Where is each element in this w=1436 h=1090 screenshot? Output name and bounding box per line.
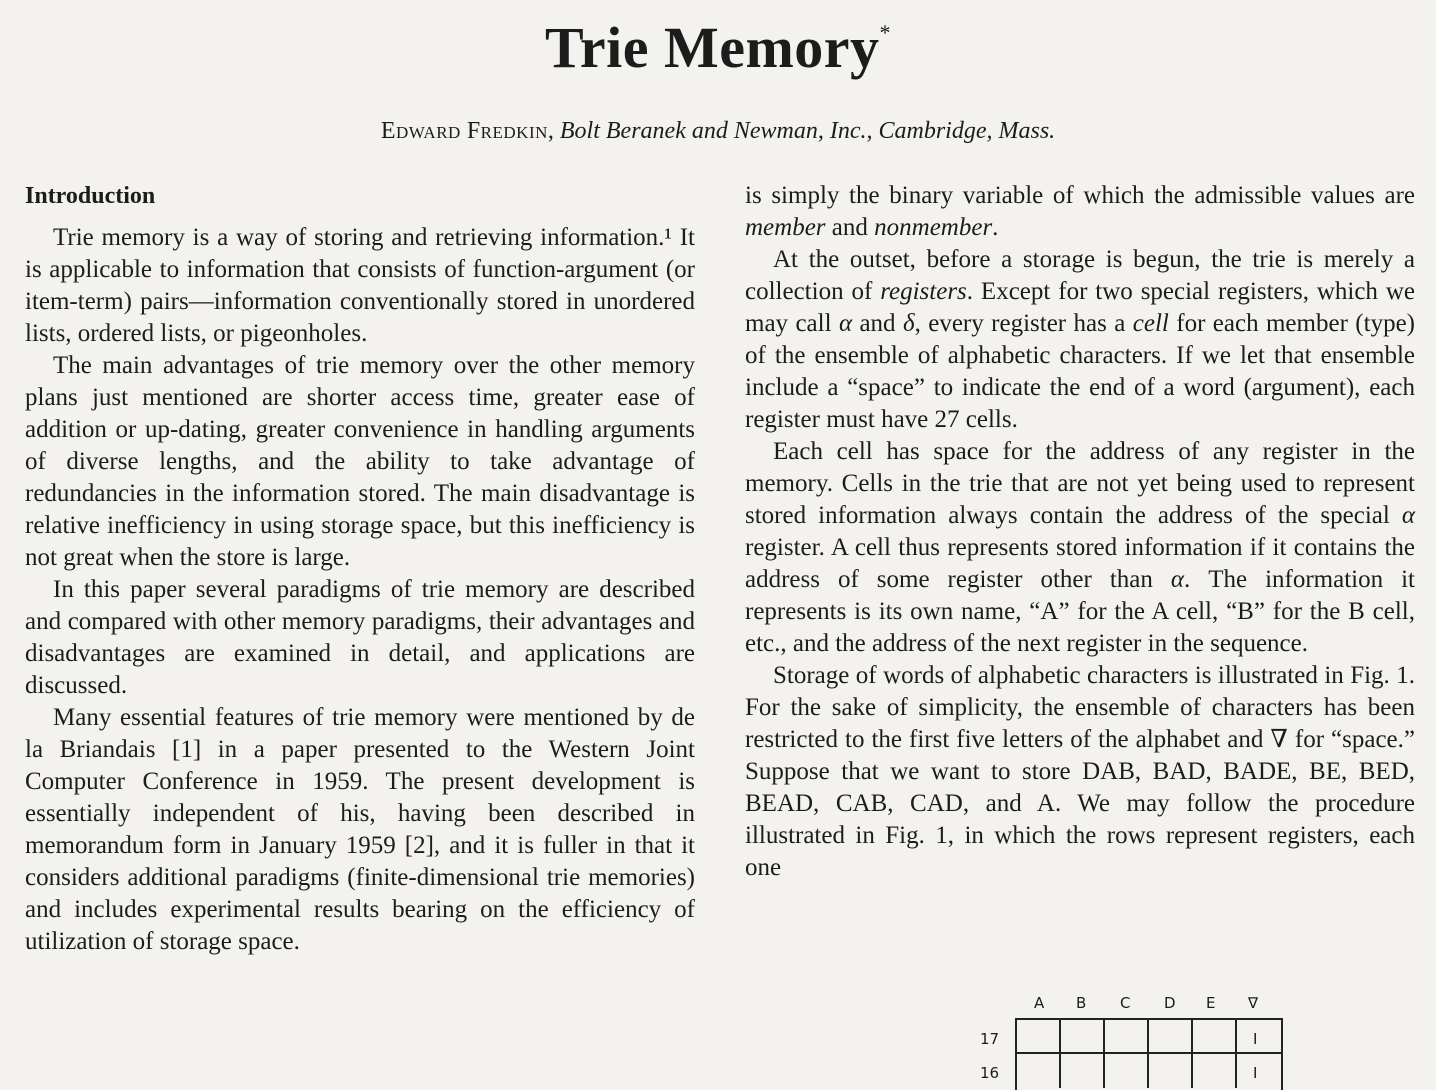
figure-1-partial	[970, 990, 1290, 1084]
column-label: E	[1206, 994, 1216, 1012]
column-label: B	[1076, 994, 1087, 1012]
row-label: 16	[980, 1064, 1000, 1082]
text-run: . Except for two special registers, which we may call	[745, 278, 1415, 337]
text-italic: member	[745, 214, 826, 241]
text-run: and	[852, 310, 903, 337]
register-grid	[1015, 1018, 1283, 1090]
author-first-name: Edward	[380, 118, 461, 144]
section-heading: Introduction	[25, 183, 156, 209]
cell-entry: I	[1253, 1030, 1258, 1048]
column-label: ∇	[1248, 994, 1259, 1012]
column-label: D	[1164, 994, 1176, 1012]
text-run: for each member (type) of the ensemble of alphabetic characters. If we let that ensemble include a “space” to indicate the end of a word (argument), each register must have 27 cells.	[745, 310, 1415, 433]
text-italic: registers	[880, 278, 967, 305]
paragraph-1: Trie memory is a way of storing and retrieving information.¹ It is applicable to information that consists of function-argument (or item-term) pairs—information conventionally stored in unordered lists, ordered lists, or pigeonholes.	[25, 224, 695, 347]
alpha-symbol: α	[1401, 502, 1415, 529]
grid-line	[1015, 1052, 1281, 1054]
text-run: . The information it represents is its own name, “A” for the A cell, “B” for the B cell, etc., and the address of the next register in the sequence.	[745, 566, 1415, 657]
paragraph-2: The main advantages of trie memory over the other memory plans just mentioned are shorter access time, greater ease of addition or up-dating, greater convenience in handling arguments of diverse lengths, and the ability to take advantage of redundancies in the information stored. The main disadvantage is relative inefficiency in using storage space, but this inefficiency is not great when the store is large.	[25, 352, 695, 571]
text-run: Each cell has space for the address of any register in the memory. Cells in the trie that are not yet being used to represent stored information always contain the address of the special	[745, 438, 1415, 529]
text-run: .	[992, 214, 999, 241]
alpha-symbol: α	[838, 310, 853, 337]
column-label: C	[1120, 994, 1131, 1012]
text-run: At the outset, before a storage is begun, the trie is merely a collection of	[745, 246, 1415, 305]
right-column	[745, 180, 1415, 884]
paragraph-4: Many essential features of trie memory were mentioned by de la Briandais [1] in a paper presented to the Western Joint Computer Conference in 1959. The present development is essentially independent of his, having been described in memorandum form in January 1959 [2], and it is fuller in that it considers additional paradigms (finite-dimensional trie memories) and includes experimental results bearing on the efficiency of utilization of storage space.	[25, 704, 695, 955]
text-run: is simply the binary variable of which the admissible values are	[745, 182, 1415, 209]
text-italic: nonmember	[874, 214, 993, 241]
title-footnote-mark: *	[879, 20, 892, 45]
paragraph-5	[745, 180, 1415, 244]
author-last-name: Fredkin	[466, 118, 548, 144]
column-label: A	[1034, 994, 1045, 1012]
author-line: Edward Fredkin, Bolt Beranek and Newman, Inc., Cambridge, Mass.	[380, 118, 1056, 144]
paper-title	[0, 14, 1436, 81]
delta-symbol: δ	[902, 310, 915, 337]
title-text: Trie Memory	[544, 15, 880, 80]
text-italic: cell	[1132, 310, 1169, 337]
paragraph-8: Storage of words of alphabetic characters is illustrated in Fig. 1. For the sake of simplicity, the ensemble of characters has been restricted to the first five letters of the alphabet and ∇ for “space.” Suppose that we want to store DAB, BAD, BADE, BE, BED, BEAD, CAB, CAD, and A. We may follow the procedure illustrated in Fig. 1, in which the rows represent registers, each one	[745, 662, 1415, 881]
text-run: register. A cell thus represents stored information if it contains the address of some register other than	[745, 534, 1415, 593]
row-label: 17	[980, 1030, 1000, 1048]
left-column	[25, 180, 695, 958]
author-affiliation: Bolt Beranek and Newman, Inc., Cambridge, Mass.	[559, 118, 1056, 144]
text-run: , every register has a	[914, 310, 1133, 337]
alpha-symbol: α	[1170, 566, 1184, 593]
paragraph-3: In this paper several paradigms of trie memory are described and compared with other memory paradigms, their advantages and disadvantages are examined in detail, and applications are discussed.	[25, 576, 695, 699]
cell-entry: I	[1253, 1064, 1258, 1082]
paragraph-6	[745, 244, 1415, 436]
text-run: and	[825, 214, 875, 241]
paragraph-7	[745, 436, 1415, 660]
